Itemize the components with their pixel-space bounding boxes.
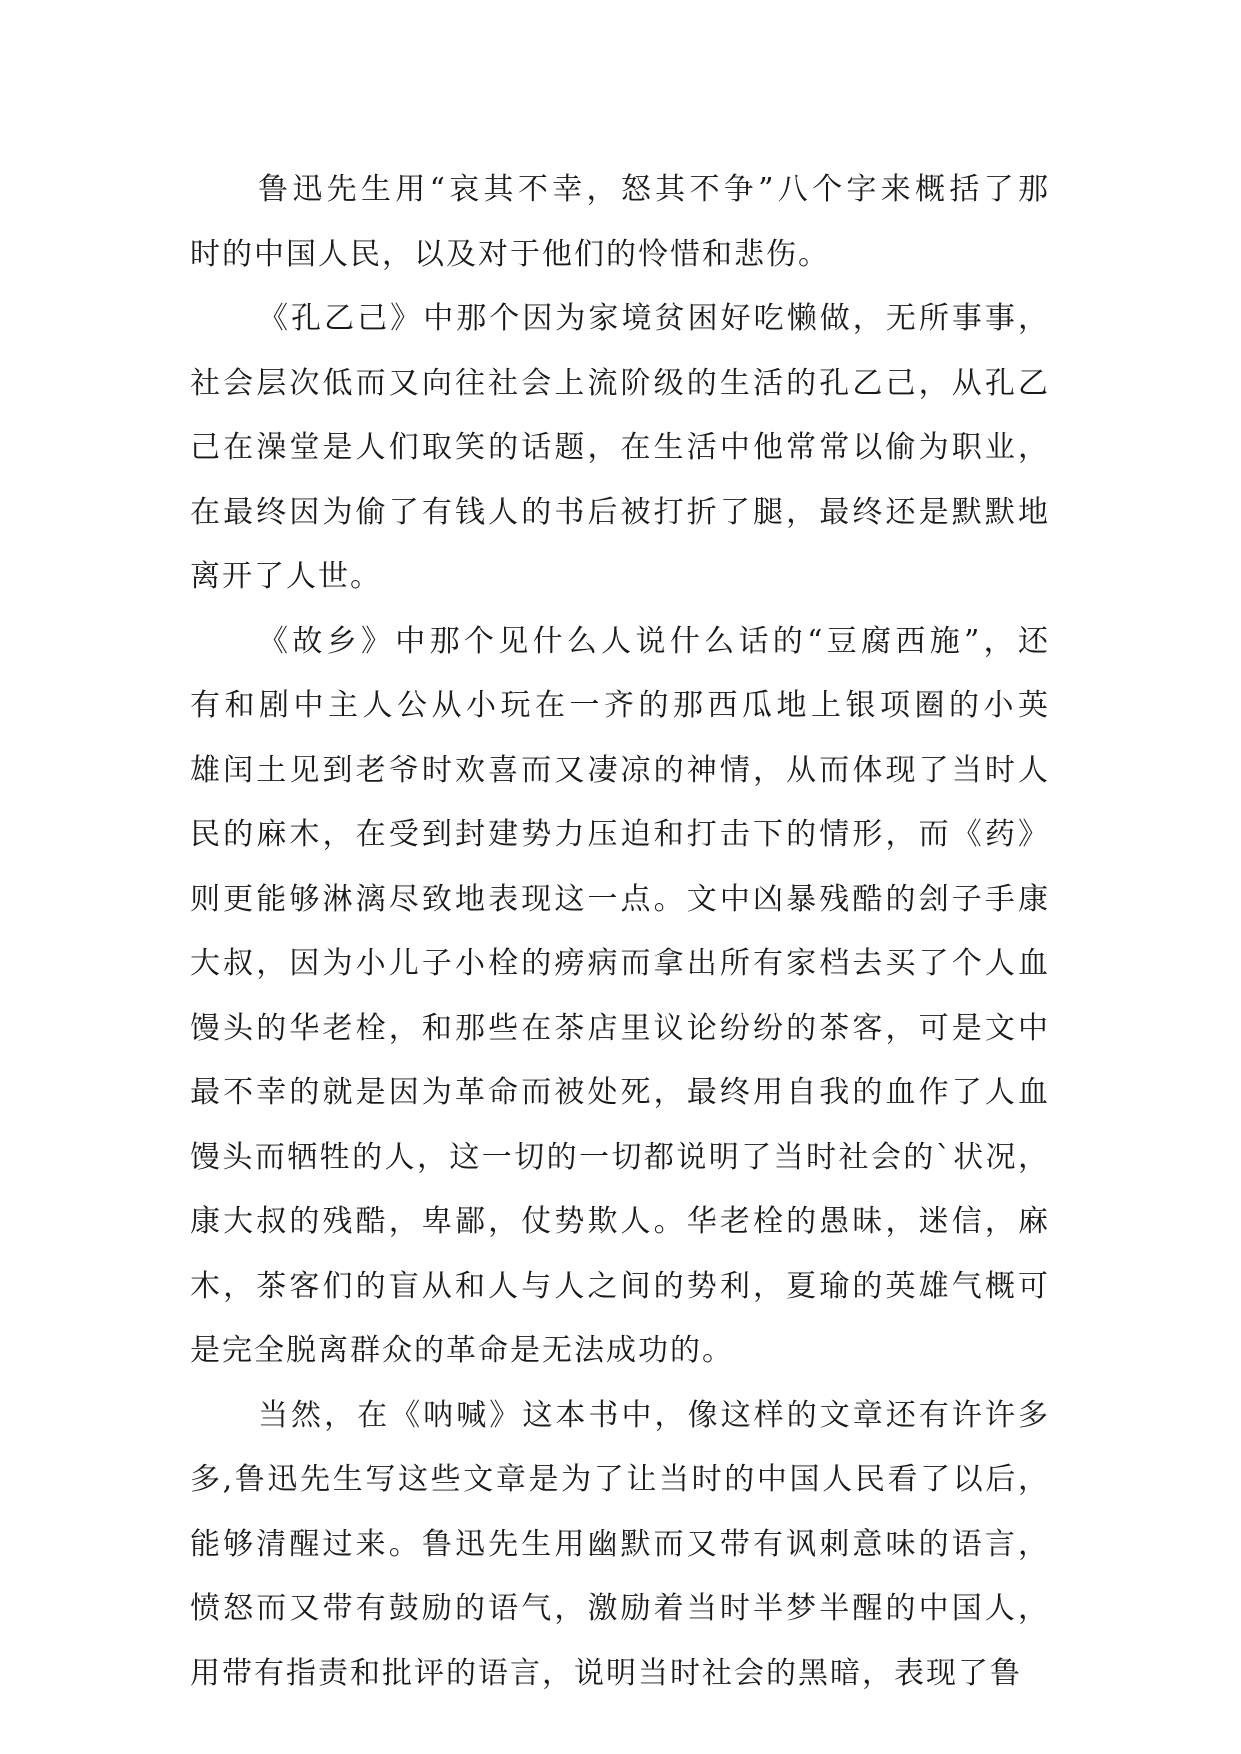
text-line: 时的中国人民，以及对于他们的怜惜和悲伤。 xyxy=(190,236,830,272)
text-line: 大叔，因为小儿子小栓的痨病而拿出所有家档去买了个人血 xyxy=(190,946,1050,981)
text-line: 雄闰土见到老爷时欢喜而又凄凉的神情，从而体现了当时人 xyxy=(190,752,1050,788)
text-line: 己在澡堂是人们取笑的话题，在生活中他常常以偷为职业， xyxy=(190,430,1050,465)
text-line: 则更能够淋漓尽致地表现这一点。文中凶暴残酷的刽子手康 xyxy=(190,881,1050,917)
text-line: 在最终因为偷了有钱人的书后被打折了腿，最终还是默默地 xyxy=(190,494,1050,530)
text-line: 当然，在《呐喊》这本书中，像这样的文章还有许许多 xyxy=(258,1397,1050,1433)
text-line: 离开了人世。 xyxy=(190,559,382,594)
text-line: 民的麻木，在受到封建势力压迫和打击下的情形，而《药》 xyxy=(190,817,1050,852)
text-line: 木，茶客们的盲从和人与人之间的势利，夏瑜的英雄气概可 xyxy=(190,1268,1050,1304)
text-line: 《故乡》中那个见什么人说什么话的“豆腐西施”，还 xyxy=(258,623,1050,659)
text-line: 多,鲁迅先生写这些文章是为了让当时的中国人民看了以后， xyxy=(190,1462,1050,1497)
text-line: 社会层次低而又向往社会上流阶级的生活的孔乙己，从孔乙 xyxy=(190,365,1050,401)
text-line: 最不幸的就是因为革命而被处死，最终用自我的血作了人血 xyxy=(190,1075,1050,1110)
text-line: 康大叔的残酷，卑鄙，仗势欺人。华老栓的愚昧，迷信，麻 xyxy=(190,1204,1050,1239)
text-line: 用带有指责和批评的语言，说明当时社会的黑暗，表现了鲁 xyxy=(190,1655,1022,1691)
text-line: 《孔乙己》中那个因为家境贫困好吃懒做，无所事事， xyxy=(258,301,1050,336)
text-line: 馒头而牺牲的人，这一切的一切都说明了当时社会的`状况， xyxy=(190,1139,1050,1175)
text-line: 馒头的华老栓，和那些在茶店里议论纷纷的茶客，可是文中 xyxy=(190,1010,1050,1046)
text-line: 鲁迅先生用“哀其不幸，怒其不争”八个字来概括了那 xyxy=(258,172,1050,207)
body-text xyxy=(190,158,1050,1706)
text-line: 有和剧中主人公从小玩在一齐的那西瓜地上银项圈的小英 xyxy=(190,688,1050,723)
text-line: 是完全脱离群众的革命是无法成功的。 xyxy=(190,1333,734,1368)
text-line: 愤怒而又带有鼓励的语气，激励着当时半梦半醒的中国人， xyxy=(190,1591,1050,1626)
text-line: 能够清醒过来。鲁迅先生用幽默而又带有讽刺意味的语言， xyxy=(190,1526,1050,1562)
